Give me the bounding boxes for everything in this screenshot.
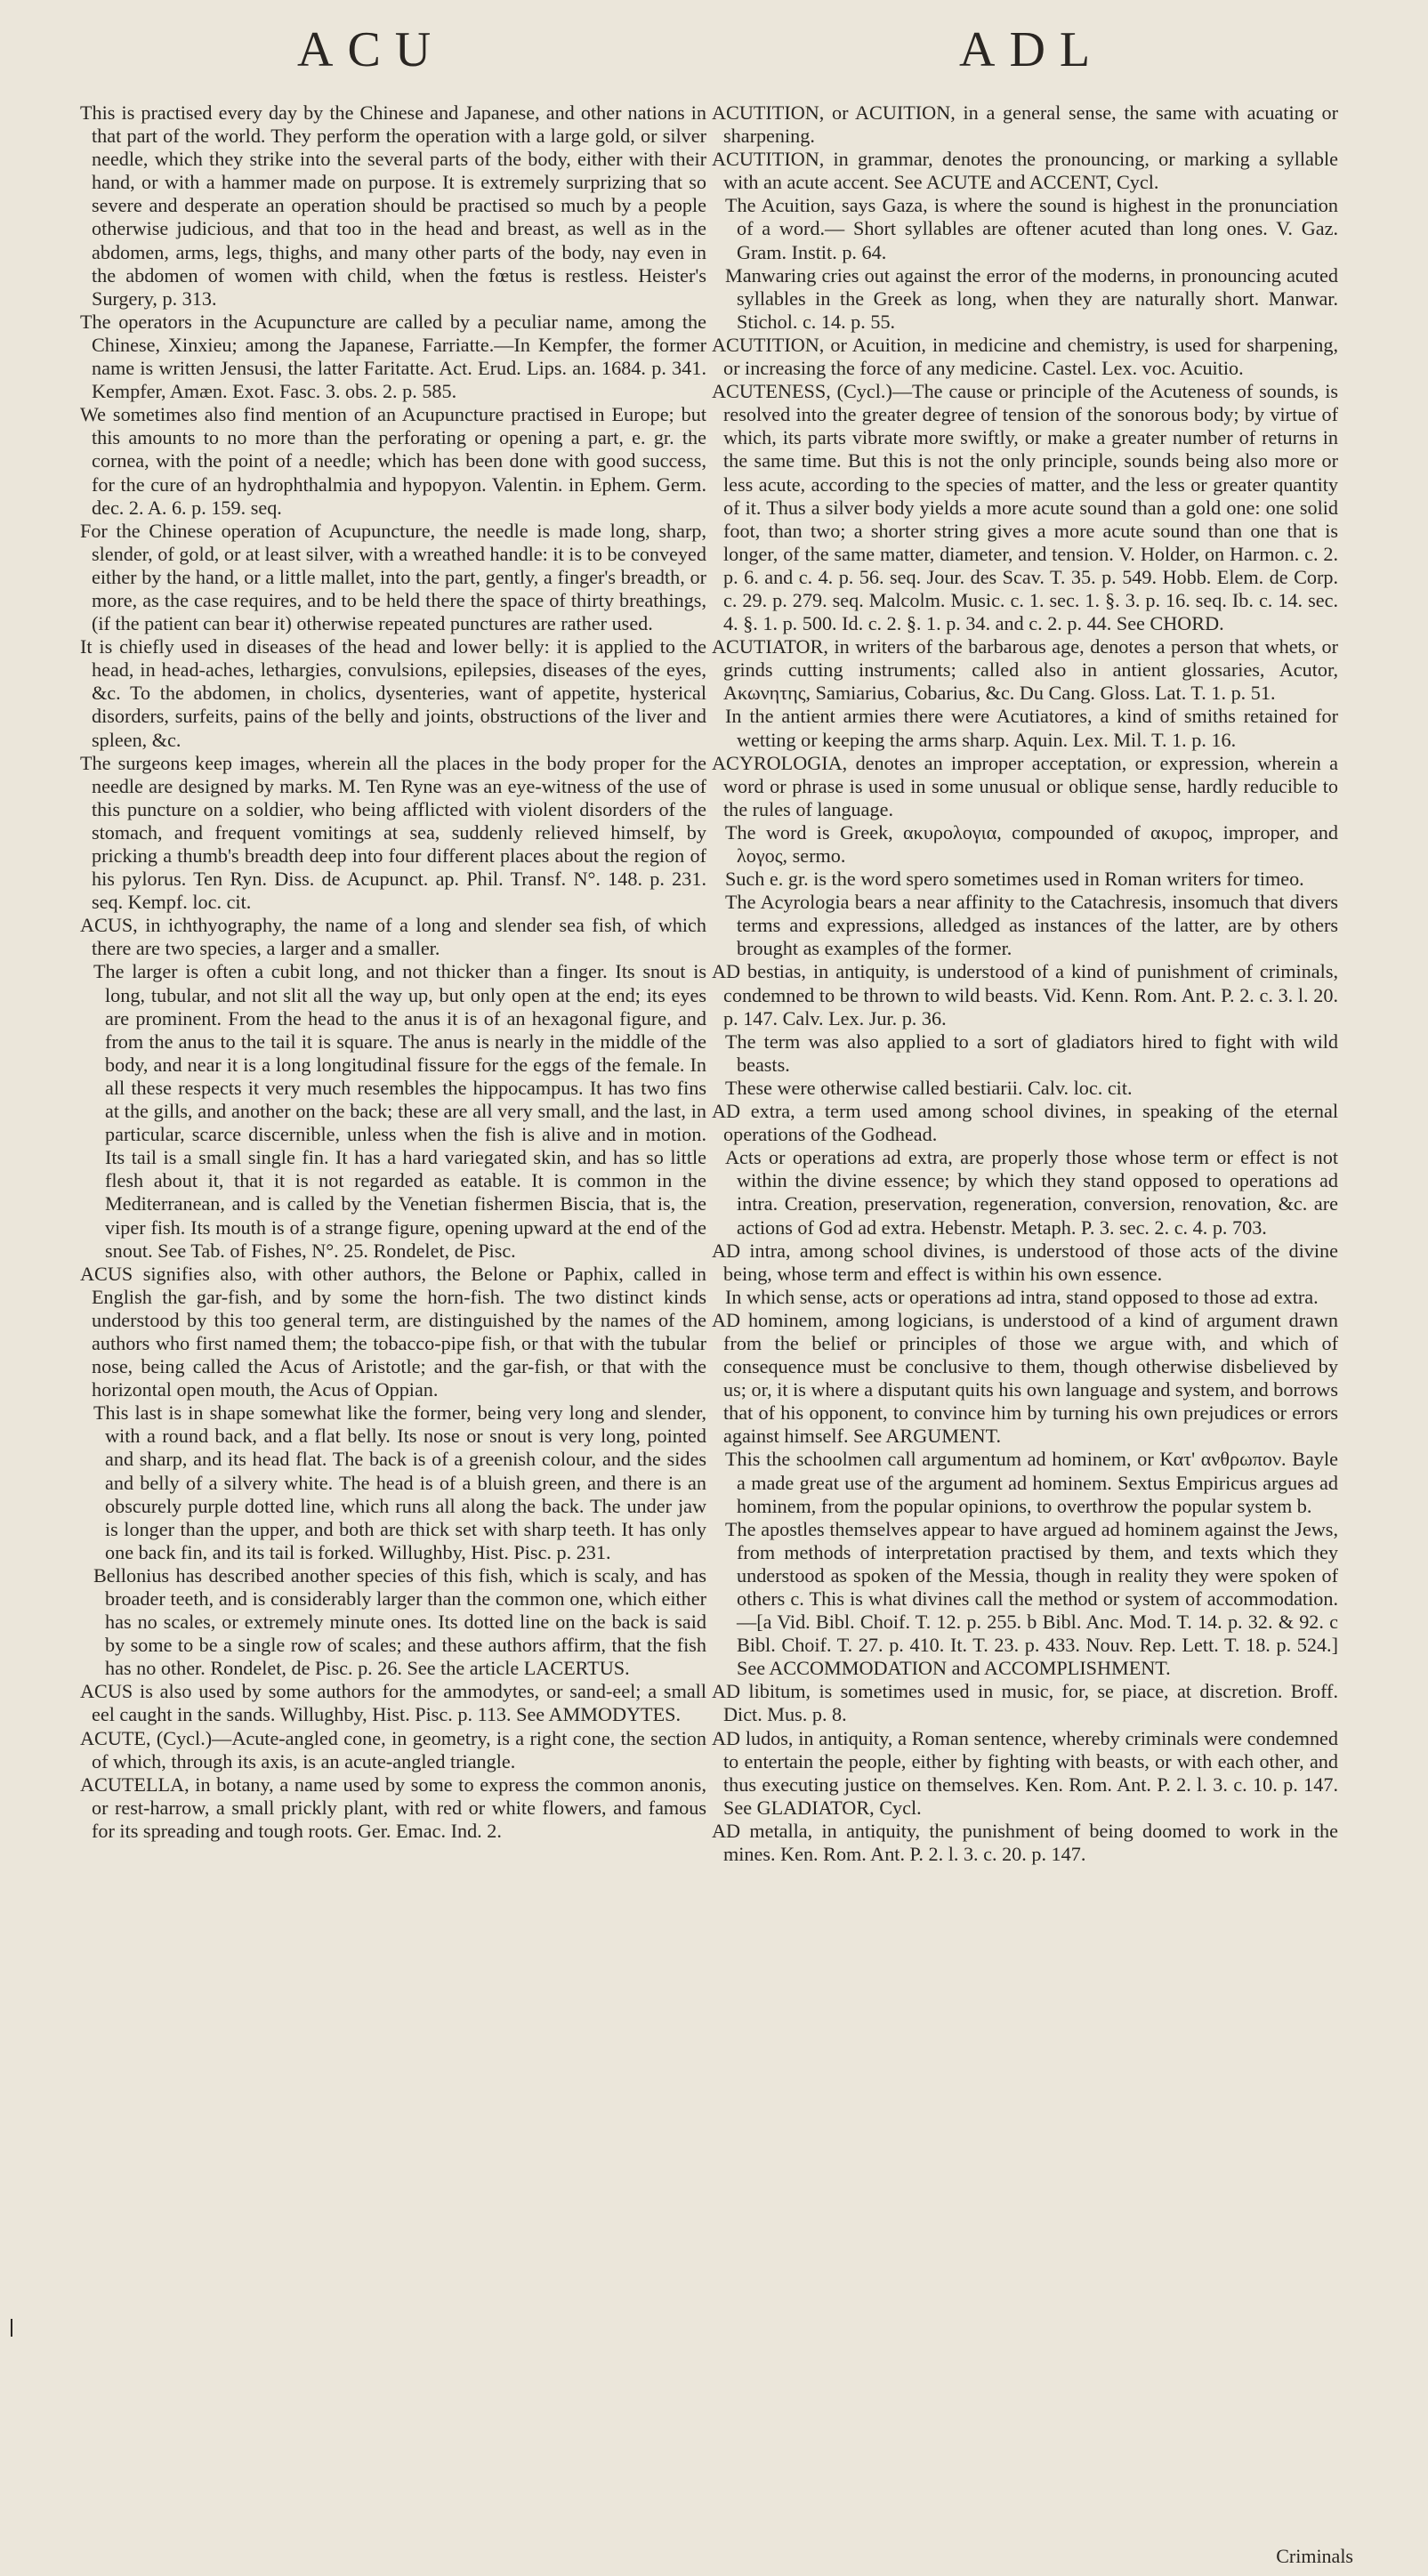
entry: AD hominem, among logicians, is understood of a kind of argument drawn from the belief or principles of those we argue with, and which of consequence must be conclusive to them, though otherwise disbelieved by us; or, it is where a disputant quits his own language and system, and borrows that of his opponent, to convince him by turning his own prejudices or errors against himself. See ARGUMENT.: [712, 1308, 1338, 1448]
entry: The surgeons keep images, wherein all the places in the body proper for the needle are designed by marks. M. Ten Ryne was an eye-witness of the use of this puncture on a soldier, who being afflicted with violent disorders of the stomach, and frequent vomitings at sea, suddenly relieved himself, by pricking a thumb's breadth deep into four different places about the region of his pylorus. Ten Ryn. Diss. de Acupunct. ap. Phil. Transf. N°. 148. p. 231. seq. Kempf. loc. cit.: [80, 751, 706, 914]
entry: ACYROLOGIA, denotes an improper acceptation, or expression, wherein a word or phrase is used in some unusual or oblique sense, hardly reducible to the rules of language.: [712, 751, 1338, 820]
entry: AD intra, among school divines, is understood of those acts of the divine being, whose term and effect is within his own essence.: [712, 1239, 1338, 1285]
entry: The operators in the Acupuncture are called by a peculiar name, among the Chinese, Xinxieu; among the Japanese, Farriatte.—In Kempfer, the former name is written Jensusi, the latter Faritatte. Act. Erud. Lips. an. 1684. p. 341. Kempfer, Amæn. Exot. Fasc. 3. obs. 2. p. 585.: [80, 310, 706, 403]
entry: ACUS is also used by some authors for the ammodytes, or sand-eel; a small eel caught in the sands. Willughby, Hist. Pisc. p. 113. See AMMODYTES.: [80, 1680, 706, 1726]
entry-paragraph: Manwaring cries out against the error of the moderns, in pronouncing acuted syllables in the Greek as long, when they are naturally short. Manwar. Stichol. c. 14. p. 55.: [725, 263, 1338, 333]
entry: ACUTITION, or ACUITION, in a general sense, the same with acuating or sharpening.: [712, 101, 1338, 148]
entry-paragraph: This last is in shape somewhat like the former, being very long and slender, with a round back, and a flat belly. Its nose or snout is very long, pointed and sharp, and its head flat. The back is of a greenish colour, and the sides and belly of a silvery white. The head is of a bluish green, and there is an obscurely purple dotted line, which runs all along the back. The under jaw is longer than the upper, and both are thick set with sharp teeth. It has only one back fin, and its tail is forked. Willughby, Hist. Pisc. p. 231.: [93, 1401, 706, 1563]
margin-mark: [11, 2319, 12, 2337]
entry-paragraph: The word is Greek, ακυρολογια, compounded of ακυρος, improper, and λογος, sermo.: [725, 820, 1338, 867]
entry-paragraph: The Acuition, says Gaza, is where the sound is highest in the pronunciation of a word.— Short syllables are oftener acuted than long ones. V. Gaz. Gram. Instit. p. 64.: [725, 194, 1338, 263]
entry: ACUTITION, or Acuition, in medicine and chemistry, is used for sharpening, or increasing the force of any medicine. Castel. Lex. voc. Acuitio.: [712, 333, 1338, 380]
entry-paragraph: Such e. gr. is the word spero sometimes used in Roman writers for timeo.: [725, 868, 1304, 891]
entry: ACUS signifies also, with other authors, the Belone or Paphix, called in English the gar-fish, and by some the horn-fish. The two distinct kinds understood by this too general term, are distinguished by the names of the authors who first named them; the tobacco-pipe fish, or that with the tubular nose, being called the Acus of Aristotle; and the gar-fish, or that with the horizontal open mouth, the Acus of Oppian.: [80, 1262, 706, 1401]
entry-paragraph: This the schoolmen call argumentum ad hominem, or Κατ' ανθρωπον. Bayle a made great use of the argument ad hominem. Sextus Empiricus argues ad hominem, from the popular opinions, to overthrow the popular system b.: [725, 1448, 1338, 1517]
right-column: [712, 101, 1338, 1866]
entry-paragraph: In which sense, acts or operations ad intra, stand opposed to those ad extra.: [725, 1285, 1319, 1308]
entry-paragraph: Acts or operations ad extra, are properly those whose term or effect is not within the divine essence; by which they stand opposed to operations ad intra. Creation, preservation, regeneration, conversion, renovation, &c. are actions of God ad extra. Hebenstr. Metaph. P. 3. sec. 2. c. 4. p. 703.: [725, 1146, 1338, 1239]
entry-paragraph: These were otherwise called bestiarii. Calv. loc. cit.: [725, 1076, 1133, 1099]
entry: We sometimes also find mention of an Acupuncture practised in Europe; but this amounts to no more than the perforating or opening a part, e. gr. the cornea, with the point of a needle; which has been done with good success, for the cure of an hydrophthalmia and hypopyon. Valentin. in Ephem. Germ. dec. 2. A. 6. p. 159. seq.: [80, 403, 706, 519]
entry: ACUTELLA, in botany, a name used by some to express the common anonis, or rest-harrow, a small prickly plant, with red or white flowers, and famous for its spreading and tough roots. Ger. Emac. Ind. 2.: [80, 1773, 706, 1842]
entry: ACUTITION, in grammar, denotes the pronouncing, or marking a syllable with an acute accent. See ACUTE and ACCENT, Cycl.: [712, 148, 1338, 194]
running-head-right: ADL: [959, 22, 1105, 77]
entry: It is chiefly used in diseases of the head and lower belly: it is applied to the head, in head-aches, lethargies, convulsions, epilepsies, diseases of the eyes, &c. To the abdomen, in cholics, dysenteries, want of appetite, hysterical disorders, surfeits, pains of the belly and joints, obstructions of the liver and spleen, &c.: [80, 635, 706, 751]
entry-paragraph: The term was also applied to a sort of gladiators hired to fight with wild beasts.: [725, 1030, 1338, 1076]
entry: ACUS, in ichthyography, the name of a long and slender sea fish, of which there are two species, a larger and a smaller.: [80, 914, 706, 960]
entry-paragraph: The apostles themselves appear to have argued ad hominem against the Jews, from methods of interpretation practised by them, and texts which they understood as spoken of the Messia, though in reality they were spoken of others c. This is what divines call the method or system of accommodation. —[a Vid. Bibl. Choif. T. 12. p. 255. b Bibl. Anc. Mod. T. 14. p. 32. & 92. c Bibl. Choif. T. 27. p. 410. It. T. 23. p. 433. Nouv. Rep. Lett. T. 18. p. 524.] See ACCOMMODATION and ACCOMPLISHMENT.: [725, 1517, 1338, 1680]
entry: ACUTENESS, (Cycl.)—The cause or principle of the Acuteness of sounds, is resolved into the greater degree of tension of the sonorous body; by virtue of which, its parts vibrate more swiftly, or make a greater number of returns in the same time. But this is not the only principle, sounds being also more or less acute, according to the species of matter, and the less or greater quantity of it. Thus a silver body yields a more acute sound than a gold one: one solid foot, than two; a shorter string gives a more acute sound than one that is longer, of the same matter, diameter, and tension. V. Holder, on Harmon. c. 2. p. 6. and c. 4. p. 56. seq. Jour. des Scav. T. 35. p. 549. Hobb. Elem. de Corp. c. 29. p. 279. seq. Malcolm. Music. c. 1. sec. 1. §. 3. p. 16. seq. Ib. c. 14. sec. 4. §. 1. p. 500. Id. c. 2. §. 1. p. 34. and c. 2. p. 44. See CHORD.: [712, 380, 1338, 635]
entry: AD libitum, is sometimes used in music, for, se piace, at discretion. Broff. Dict. Mus. p. 8.: [712, 1680, 1338, 1726]
entry: AD bestias, in antiquity, is understood of a kind of punishment of criminals, condemned to be thrown to wild beasts. Vid. Kenn. Rom. Ant. P. 2. c. 3. l. 20. p. 147. Calv. Lex. Jur. p. 36.: [712, 960, 1338, 1030]
entry: AD extra, a term used among school divines, in speaking of the eternal operations of the Godhead.: [712, 1100, 1338, 1146]
entry-paragraph: The Acyrologia bears a near affinity to the Catachresis, insomuch that divers terms and expressions, alledged as instances of the latter, are by others brought as examples of the former.: [725, 891, 1338, 960]
entry: For the Chinese operation of Acupuncture, the needle is made long, sharp, slender, of gold, or at least silver, with a wreathed handle: it is to be conveyed either by the hand, or a little mallet, into the part, gently, a finger's breadth, or more, as the case requires, and to be held there the space of thirty breathings, (if the patient can bear it) otherwise repeated punctures are rather used.: [80, 519, 706, 635]
entry: ACUTE, (Cycl.)—Acute-angled cone, in geometry, is a right cone, the section of which, through its axis, is an acute-angled triangle.: [80, 1726, 706, 1773]
catchword: Criminals: [1276, 2545, 1353, 2567]
running-head-left: ACU: [297, 22, 446, 77]
left-column: [80, 101, 706, 1843]
entry: AD ludos, in antiquity, a Roman sentence, whereby criminals were condemned to entertain the people, either by fighting with beasts, or with each other, and thus executing justice on themselves. Ken. Rom. Ant. P. 2. l. 3. c. 10. p. 147. See GLADIATOR, Cycl.: [712, 1726, 1338, 1819]
entry: This is practised every day by the Chinese and Japanese, and other nations in that part of the world. They perform the operation with a large gold, or silver needle, which they strike into the several parts of the body, either with their hand, or with a hammer made on purpose. It is extremely surprizing that so severe and desperate an operation should be practised so much by a people otherwise judicious, and that too in the head and breast, as well as in the abdomen, arms, legs, thighs, and many other parts of the body, nay even in the abdomen of women with child, when the fœtus is restless. Heister's Surgery, p. 313.: [80, 101, 706, 310]
entry: AD metalla, in antiquity, the punishment of being doomed to work in the mines. Ken. Rom. Ant. P. 2. l. 3. c. 20. p. 147.: [712, 1819, 1338, 1866]
entry-paragraph: The larger is often a cubit long, and not thicker than a finger. Its snout is long, tubular, and not slit all the way up, but only open at the end; its eyes are prominent. From the head to the anus it is of an hexagonal figure, and from the anus to the tail it is square. The anus is nearly in the middle of the body, and near it is a long longitudinal fissure for the eggs of the female. In all these respects it very much resembles the hippocampus. It has two fins at the gills, and another on the back; these are all very small, and the last, in particular, scarce discernible, unless when the fish is alive and in motion. Its tail is a small single fin. It has a hard variegated skin, and has so little flesh about it, that it is not regarded as eatable. It is common in the Mediterranean, and is called by the Venetian fishermen Biscia, that is, the viper fish. Its mouth is of a strange figure, opening upward at the end of the snout. See Tab. of Fishes, N°. 25. Rondelet, de Pisc.: [93, 960, 706, 1262]
entry-paragraph: Bellonius has described another species of this fish, which is scaly, and has broader teeth, and is considerably larger than the common one, which either has no scales, or extremely minute ones. Its dotted line on the back is said by some to be a single row of scales; and these authors affirm, that the fish has no other. Rondelet, de Pisc. p. 26. See the article LACERTUS.: [93, 1563, 706, 1680]
entry: ACUTIATOR, in writers of the barbarous age, denotes a person that whets, or grinds cutting instruments; called also in antient glossaries, Acutor, Ακωνητης, Samiarius, Cobarius, &c. Du Cang. Gloss. Lat. T. 1. p. 51.: [712, 635, 1338, 705]
entry-paragraph: In the antient armies there were Acutiatores, a kind of smiths retained for wetting or keeping the arms sharp. Aquin. Lex. Mil. T. 1. p. 16.: [725, 705, 1338, 751]
